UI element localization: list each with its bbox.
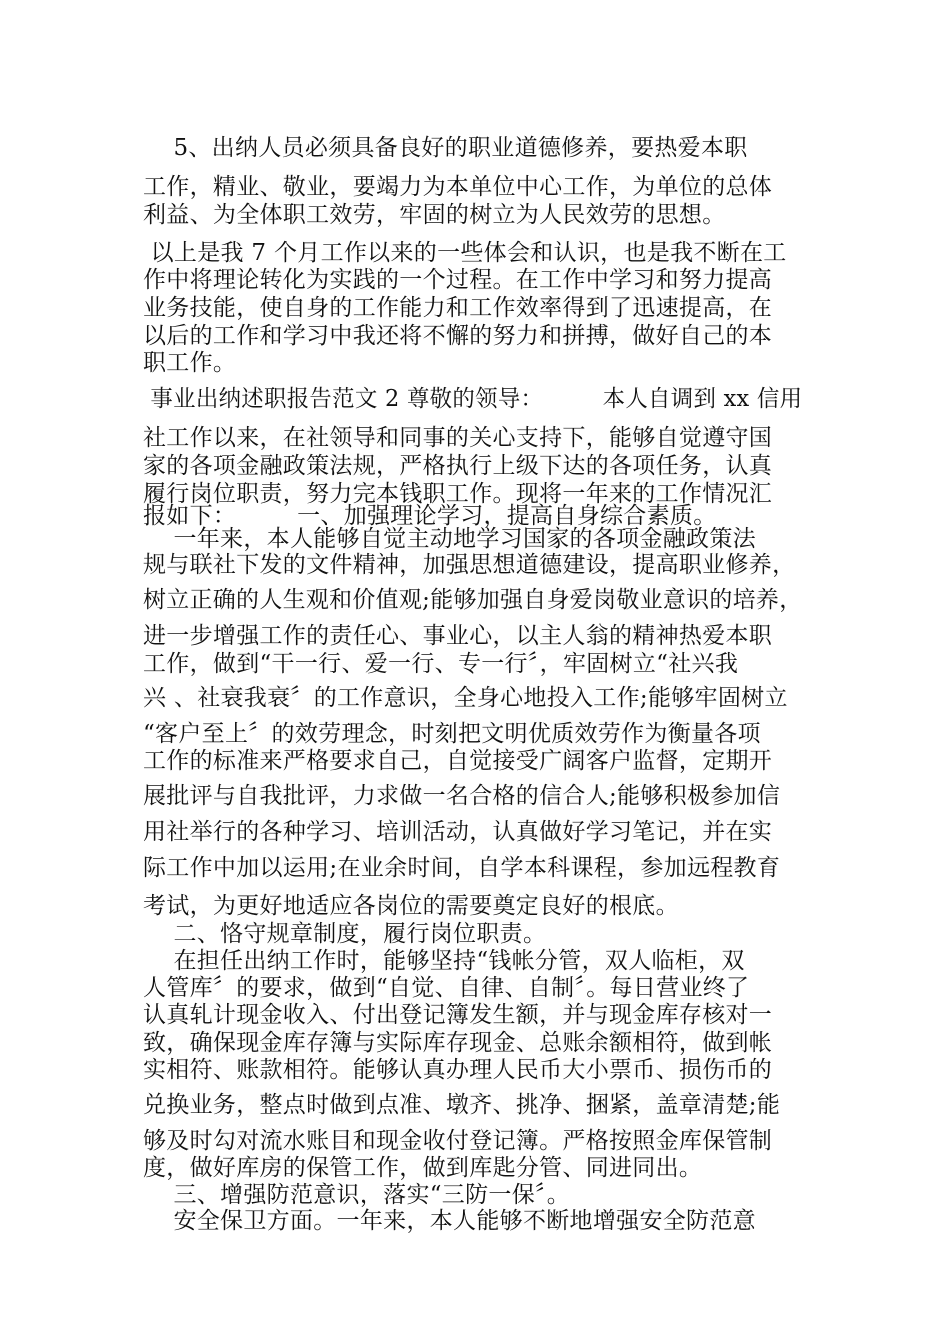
text-line: 兴 、社衰我衰〞的工作意识，全身心地投入工作;能够牢固树立 xyxy=(143,685,788,711)
text-line: 考试，为更好地适应各岗位的需要奠定良好的根底。 xyxy=(143,893,679,919)
text-line: 利益、为全体职工效劳，牢固的树立为人民效劳的思想。 xyxy=(143,202,726,228)
text-line: 一年来，本人能够自觉主动地学习国家的各项金融政策法 xyxy=(143,526,756,552)
text-line: 报如下： 一、加强理论学习，提高自身综合素质。 xyxy=(143,503,717,529)
text-line: 认真轧计现金收入、付出登记簿发生额，并与现金库存核对一 xyxy=(143,1002,773,1028)
text-line: 进一步增强工作的责任心、事业心，以主人翁的精神热爱本职 xyxy=(143,623,773,649)
text-line: 以后的工作和学习中我还将不懈的努力和拼搏，做好自己的本 xyxy=(143,323,773,349)
text-line: 履行岗位职责，努力完本钱职工作。现将一年来的工作情况汇 xyxy=(143,481,773,507)
text-line: 作中将理论转化为实践的一个过程。在工作中学习和努力提高 xyxy=(143,267,773,293)
text-line: 在担任出纳工作时，能够坚持“钱帐分管，双人临柜，双 xyxy=(143,948,745,974)
text-line: 社工作以来，在社领导和同事的关心支持下，能够自觉遵守国 xyxy=(143,425,773,451)
text-line: 展批评与自我批评，力求做一名合格的信合人;能够积极参加信 xyxy=(143,783,781,809)
text-line: 5、出纳人员必须具备良好的职业道德修养，要热爱本职 xyxy=(143,135,748,161)
text-line: 用社举行的各种学习、培训活动，认真做好学习笔记，并在实 xyxy=(143,819,773,845)
text-line: 规与联社下发的文件精神，加强思想道德建设，提高职业修养， xyxy=(143,552,796,578)
text-line: 家的各项金融政策法规，严格执行上级下达的各项任务，认真 xyxy=(143,453,773,479)
text-line: 工作的标准来严格要求自己，自觉接受广阔客户监督，定期开 xyxy=(143,748,773,774)
text-line: 树立正确的人生观和价值观;能够加强自身爱岗敬业意识的培养， xyxy=(143,587,803,613)
text-line: “客户至上〞的效劳理念，时刻把文明优质效劳作为衡量各项 xyxy=(143,721,761,747)
text-line: 业务技能，使自身的工作能力和工作效率得到了迅速提高，在 xyxy=(143,295,773,321)
text-line: 安全保卫方面。一年来，本人能够不断地增强安全防范意 xyxy=(143,1208,756,1234)
text-line: 够及时勾对流水账目和现金收付登记簿。严格按照金库保管制 xyxy=(143,1128,773,1154)
text-line: 实相符、账款相符。能够认真办理人民币大小票币、损伤币的 xyxy=(143,1057,773,1083)
text-line: 三、增强防范意识，落实“三防一保〞。 xyxy=(143,1182,571,1208)
text-line: 兑换业务，整点时做到点准、墩齐、挑净、捆紧，盖章清楚;能 xyxy=(143,1092,781,1118)
text-line: 职工作。 xyxy=(143,350,237,376)
text-line: 工作，做到“干一行、爱一行、专一行〞，牢固树立“社兴我 xyxy=(143,651,739,677)
text-line: 度，做好库房的保管工作，做到库匙分管、同进同出。 xyxy=(143,1155,703,1181)
text-line: 际工作中加以运用;在业余时间，自学本科课程，参加远程教育 xyxy=(143,855,781,881)
text-line: 工作，精业、敬业，要竭力为本单位中心工作，为单位的总体 xyxy=(143,174,773,200)
text-line: 人管库〞的要求，做到“自觉、自律、自制〞。每日营业终了 xyxy=(143,975,750,1001)
text-line: 事业出纳述职报告范文 2 尊敬的领导： 本人自调到 xx 信用 xyxy=(143,386,803,412)
text-line: 二、恪守规章制度，履行岗位职责。 xyxy=(143,921,547,947)
text-line: 致，确保现金库存簿与实际库存现金、总账余额相符，做到帐 xyxy=(143,1030,773,1056)
text-line: 以上是我 7 个月工作以来的一些体会和认识，也是我不断在工 xyxy=(143,240,787,266)
